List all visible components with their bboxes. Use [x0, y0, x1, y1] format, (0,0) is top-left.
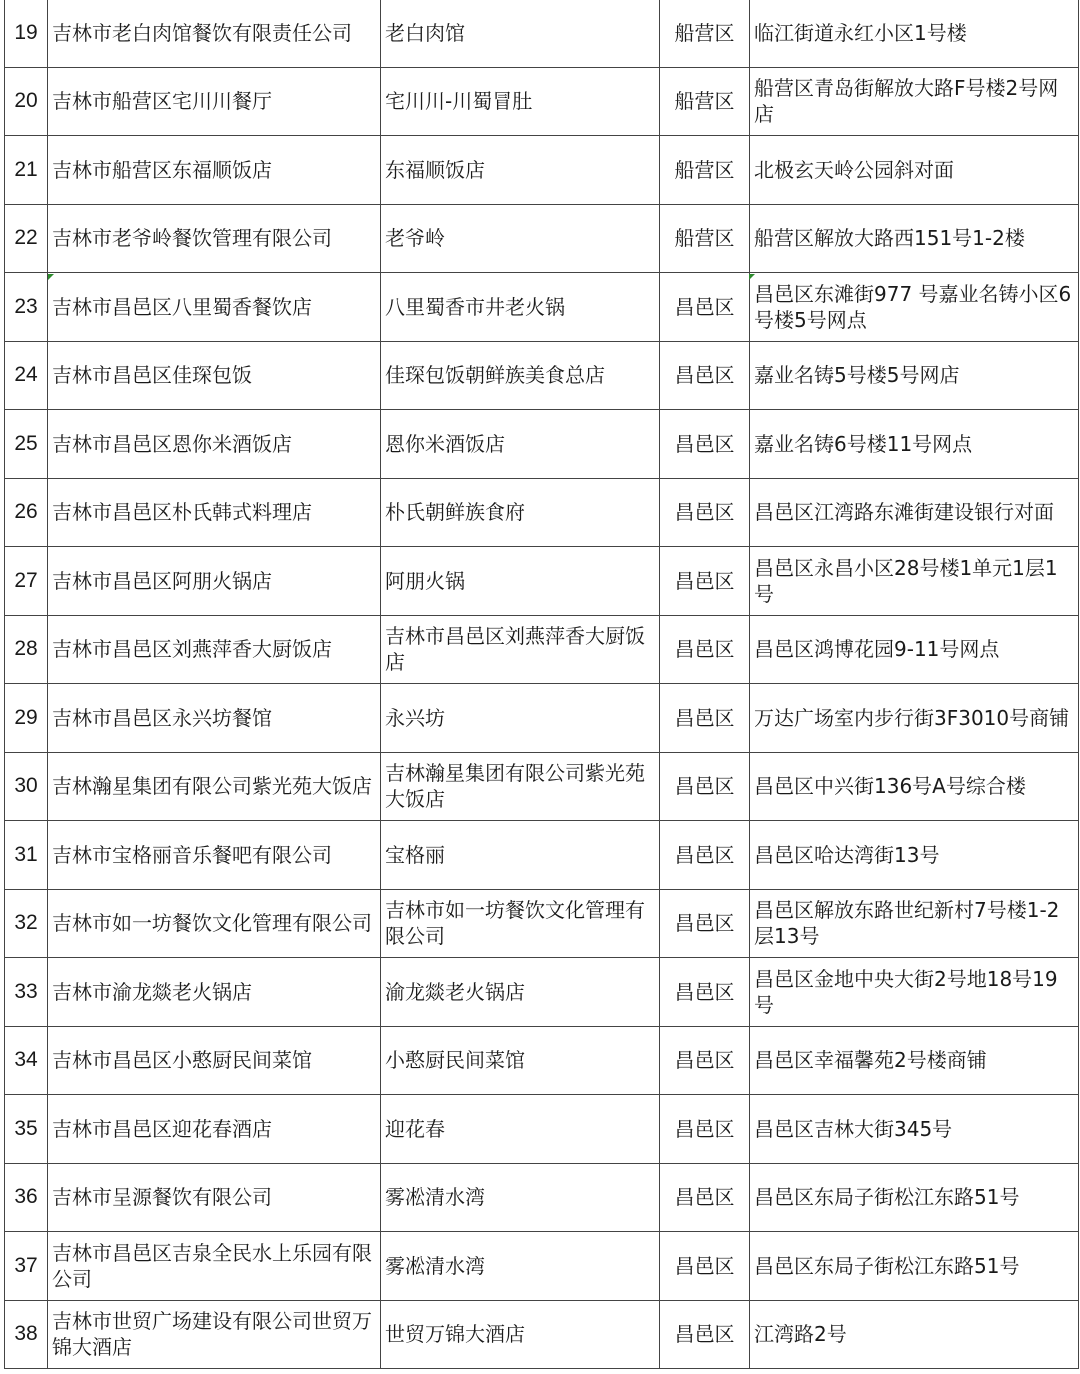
table-row: [5, 0, 1079, 67]
district-cell: 船营区: [660, 136, 750, 205]
district-cell: 昌邑区: [660, 821, 750, 890]
company-name-cell: 吉林市船营区东福顺饭店: [48, 136, 381, 205]
shop-name-cell: 宝格丽: [381, 821, 660, 890]
company-name-cell: 吉林市渝龙燚老火锅店: [48, 958, 381, 1027]
table-row: [5, 889, 1079, 958]
company-name-cell: 吉林市昌邑区朴氏韩式料理店: [48, 478, 381, 547]
company-name-cell: 吉林市昌邑区阿朋火锅店: [48, 547, 381, 616]
district-cell: 昌邑区: [660, 478, 750, 547]
company-name-cell: 吉林市昌邑区佳琛包饭: [48, 341, 381, 410]
row-number-cell: 36: [5, 1163, 48, 1232]
address-cell: 昌邑区东滩街977 号嘉业名铸小区6号楼5号网点: [750, 273, 1079, 342]
company-name-cell: 吉林市世贸广场建设有限公司世贸万锦大酒店: [48, 1300, 381, 1369]
row-number-cell: 30: [5, 752, 48, 821]
shop-name-cell: 八里蜀香市井老火锅: [381, 273, 660, 342]
shop-name-cell: 吉林市如一坊餐饮文化管理有限公司: [381, 889, 660, 958]
shop-name-cell: 世贸万锦大酒店: [381, 1300, 660, 1369]
company-name-cell: 吉林市昌邑区八里蜀香餐饮店: [48, 273, 381, 342]
company-name-cell: 吉林市如一坊餐饮文化管理有限公司: [48, 889, 381, 958]
table-row: [5, 1095, 1079, 1164]
shop-name-cell: 东福顺饭店: [381, 136, 660, 205]
district-cell: 昌邑区: [660, 889, 750, 958]
company-name-cell: 吉林市宝格丽音乐餐吧有限公司: [48, 821, 381, 890]
table-row: [5, 1026, 1079, 1095]
address-cell: 昌邑区吉林大街345号: [750, 1095, 1079, 1164]
table-row: [5, 67, 1079, 136]
company-name-cell: 吉林瀚星集团有限公司紫光苑大饭店: [48, 752, 381, 821]
restaurant-list-table: [4, 0, 1079, 1369]
table-row: [5, 547, 1079, 616]
company-name-cell: 吉林市昌邑区迎花春酒店: [48, 1095, 381, 1164]
address-cell: 昌邑区东局子街松江东路51号: [750, 1163, 1079, 1232]
shop-name-cell: 吉林瀚星集团有限公司紫光苑大饭店: [381, 752, 660, 821]
district-cell: 船营区: [660, 204, 750, 273]
table-row: [5, 136, 1079, 205]
row-number-cell: 32: [5, 889, 48, 958]
table-row: [5, 1232, 1079, 1301]
table-row: [5, 615, 1079, 684]
table-row: [5, 752, 1079, 821]
company-name-cell: 吉林市呈源餐饮有限公司: [48, 1163, 381, 1232]
row-number-cell: 25: [5, 410, 48, 479]
company-name-cell: 吉林市船营区宅川川餐厅: [48, 67, 381, 136]
shop-name-cell: 渝龙燚老火锅店: [381, 958, 660, 1027]
table-row: [5, 204, 1079, 273]
district-cell: 昌邑区: [660, 958, 750, 1027]
table-body: [5, 0, 1079, 1369]
row-number-cell: 26: [5, 478, 48, 547]
row-number-cell: 20: [5, 67, 48, 136]
table-row: [5, 958, 1079, 1027]
district-cell: 昌邑区: [660, 1095, 750, 1164]
shop-name-cell: 迎花春: [381, 1095, 660, 1164]
cell-comment-marker: [48, 274, 54, 280]
row-number-cell: 24: [5, 341, 48, 410]
district-cell: 昌邑区: [660, 1163, 750, 1232]
row-number-cell: 35: [5, 1095, 48, 1164]
district-cell: 船营区: [660, 0, 750, 67]
address-cell: 昌邑区江湾路东滩街建设银行对面: [750, 478, 1079, 547]
table-row: [5, 684, 1079, 753]
table-row: [5, 1300, 1079, 1369]
address-cell: 昌邑区东局子街松江东路51号: [750, 1232, 1079, 1301]
cell-comment-marker: [749, 274, 755, 280]
shop-name-cell: 阿朋火锅: [381, 547, 660, 616]
company-name-cell: 吉林市昌邑区刘燕萍香大厨饭店: [48, 615, 381, 684]
district-cell: 昌邑区: [660, 615, 750, 684]
district-cell: 昌邑区: [660, 547, 750, 616]
address-cell: 昌邑区鸿博花园9-11号网点: [750, 615, 1079, 684]
district-cell: 昌邑区: [660, 1300, 750, 1369]
row-number-cell: 31: [5, 821, 48, 890]
row-number-cell: 29: [5, 684, 48, 753]
row-number-cell: 27: [5, 547, 48, 616]
shop-name-cell: 宅川川-川蜀冒肚: [381, 67, 660, 136]
table-row: [5, 1163, 1079, 1232]
district-cell: 昌邑区: [660, 1026, 750, 1095]
shop-name-cell: 吉林市昌邑区刘燕萍香大厨饭店: [381, 615, 660, 684]
shop-name-cell: 小憨厨民间菜馆: [381, 1026, 660, 1095]
district-cell: 昌邑区: [660, 273, 750, 342]
address-cell: 昌邑区永昌小区28号楼1单元1层1号: [750, 547, 1079, 616]
company-name-cell: 吉林市老爷岭餐饮管理有限公司: [48, 204, 381, 273]
address-cell: 临江街道永红小区1号楼: [750, 0, 1079, 67]
address-cell: 万达广场室内步行街3F3010号商铺: [750, 684, 1079, 753]
table-row: [5, 273, 1079, 342]
table-row: [5, 341, 1079, 410]
address-cell: 昌邑区解放东路世纪新村7号楼1-2层13号: [750, 889, 1079, 958]
address-cell: 昌邑区幸福馨苑2号楼商铺: [750, 1026, 1079, 1095]
company-name-cell: 吉林市昌邑区吉泉全民水上乐园有限公司: [48, 1232, 381, 1301]
table-row: [5, 821, 1079, 890]
company-name-cell: 吉林市昌邑区小憨厨民间菜馆: [48, 1026, 381, 1095]
address-cell: 嘉业名铸6号楼11号网点: [750, 410, 1079, 479]
row-number-cell: 23: [5, 273, 48, 342]
address-cell: 昌邑区哈达湾街13号: [750, 821, 1079, 890]
company-name-cell: 吉林市昌邑区恩你米酒饭店: [48, 410, 381, 479]
table-row: [5, 478, 1079, 547]
row-number-cell: 33: [5, 958, 48, 1027]
district-cell: 昌邑区: [660, 1232, 750, 1301]
row-number-cell: 34: [5, 1026, 48, 1095]
shop-name-cell: 雾凇清水湾: [381, 1163, 660, 1232]
district-cell: 昌邑区: [660, 684, 750, 753]
district-cell: 昌邑区: [660, 752, 750, 821]
row-number-cell: 21: [5, 136, 48, 205]
shop-name-cell: 朴氏朝鲜族食府: [381, 478, 660, 547]
row-number-cell: 28: [5, 615, 48, 684]
address-cell: 江湾路2号: [750, 1300, 1079, 1369]
row-number-cell: 19: [5, 0, 48, 67]
district-cell: 昌邑区: [660, 410, 750, 479]
address-cell: 嘉业名铸5号楼5号网店: [750, 341, 1079, 410]
row-number-cell: 38: [5, 1300, 48, 1369]
table-row: [5, 410, 1079, 479]
address-cell: 船营区解放大路西151号1-2楼: [750, 204, 1079, 273]
shop-name-cell: 恩你米酒饭店: [381, 410, 660, 479]
row-number-cell: 37: [5, 1232, 48, 1301]
shop-name-cell: 老爷岭: [381, 204, 660, 273]
shop-name-cell: 老白肉馆: [381, 0, 660, 67]
address-cell: 昌邑区中兴街136号A号综合楼: [750, 752, 1079, 821]
shop-name-cell: 雾凇清水湾: [381, 1232, 660, 1301]
address-cell: 船营区青岛街解放大路F号楼2号网店: [750, 67, 1079, 136]
shop-name-cell: 永兴坊: [381, 684, 660, 753]
address-cell: 昌邑区金地中央大街2号地18号19号: [750, 958, 1079, 1027]
company-name-cell: 吉林市老白肉馆餐饮有限责任公司: [48, 0, 381, 67]
company-name-cell: 吉林市昌邑区永兴坊餐馆: [48, 684, 381, 753]
row-number-cell: 22: [5, 204, 48, 273]
shop-name-cell: 佳琛包饭朝鲜族美食总店: [381, 341, 660, 410]
district-cell: 船营区: [660, 67, 750, 136]
address-cell: 北极玄天岭公园斜对面: [750, 136, 1079, 205]
district-cell: 昌邑区: [660, 341, 750, 410]
